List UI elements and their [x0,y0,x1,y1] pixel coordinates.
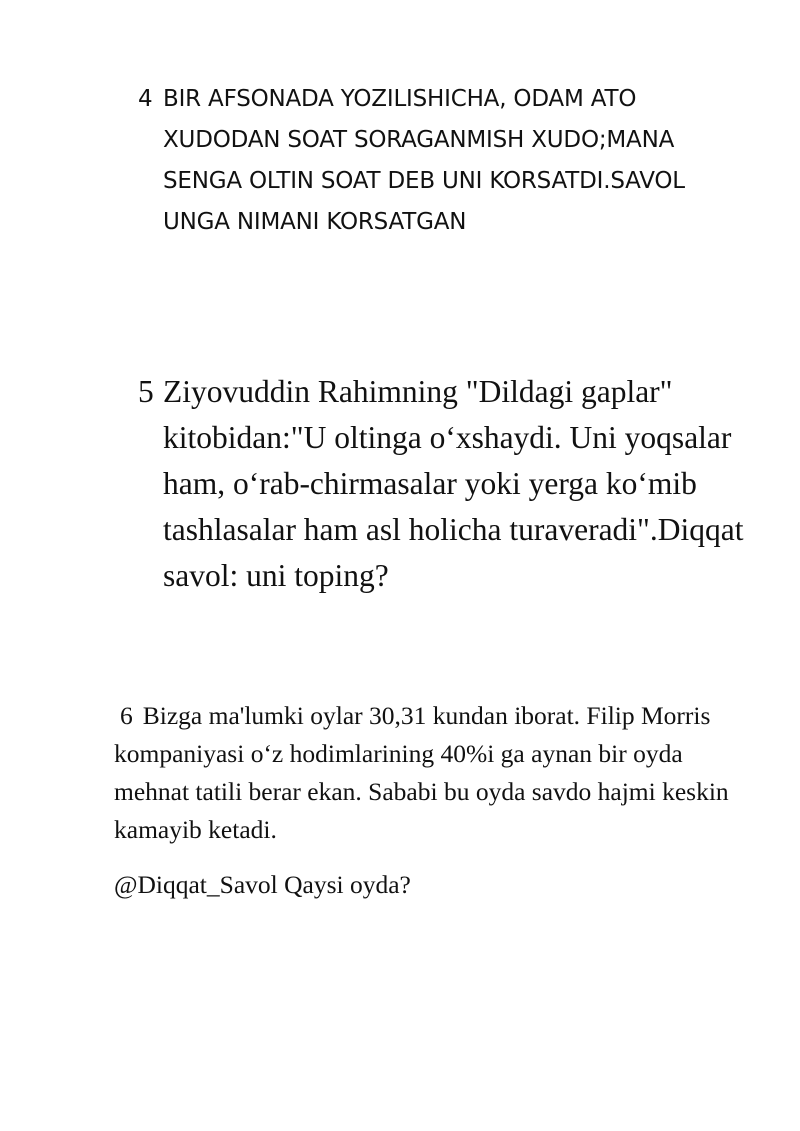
question-4-number: 4 [138,86,153,112]
question-6-prompt: @Diqqat_Savol Qaysi oyda? [114,870,411,899]
question-5-text: Ziyovuddin Rahimning "Dildagi gaplar" kitobidan:"U oltinga o‘xshaydi. Uni yoqsalar ham, o‘rab-chirmasalar yoki yerga ko‘mib tashlasalar ham asl holicha turaveradi".Diqqat savol: uni toping? [163,374,744,593]
question-4 [138,79,758,243]
question-6-text: Bizga ma'lumki oylar 30,31 kundan iborat. Filip Morris kompaniyasi o‘z hodimlarining 40%i ga aynan bir oyda mehnat tatili berar ekan. Sababi bu oyda savdo hajmi keskin kamayib ketadi. [114,701,729,844]
question-5 [138,369,778,599]
question-6-number: 6 [120,701,133,730]
question-4-text: BIR AFSONADA YOZILISHICHA, ODAM ATO XUDODAN SOAT SORAGANMISH XUDO;MANA SENGA OLTIN SOAT DEB UNI KORSATDI.SAVOL UNGA NIMANI KORSATGAN [163,86,685,235]
question-6 [114,697,754,849]
question-5-number: 5 [138,374,154,409]
